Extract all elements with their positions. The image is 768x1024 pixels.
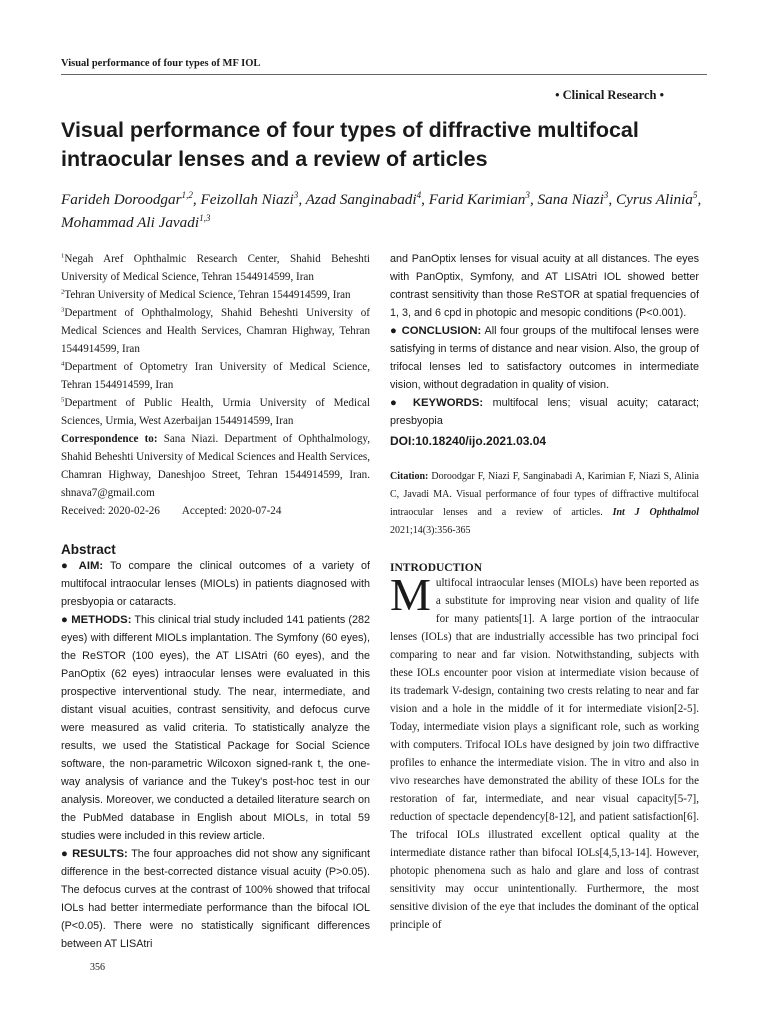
abstract-aim: ● AIM: To compare the clinical outcomes of a variety of multifocal intraocular lenses (MIOLs) in patients diagnosed with presbyopia or cataracts. xyxy=(61,560,371,608)
page-number: 356 xyxy=(90,962,105,973)
author: Mohammad Ali Javadi$^{1,3}$ xyxy=(61,212,211,231)
author: Azad Sanginabadi$^4$, xyxy=(305,189,429,208)
author: Feizollah Niazi$^3$, xyxy=(200,189,306,208)
abstract-title: Abstract xyxy=(61,542,116,557)
author: Farid Karimian$^3$, xyxy=(428,189,538,208)
right-column xyxy=(390,250,699,934)
affiliation: $^5$Department of Public Health, Urmia University of Medical Sciences, Urmia, West Azerbaijan 1544914599, Iran xyxy=(61,396,370,427)
introduction-text: Multifocal intraocular lenses (MIOLs) have been reported as a substitute for improving near vision and quality of life for many patients[1]. A large portion of the intraocular lenses (IOLs) that are industrially accessible has two principal foci comparing to near and far vision. Notwithstanding, subjects with these IOLs encounter poor vision at intermediate vision because of its trademark V-design, containing two crests relating to near and far vision and a hole in the middle of it for intermediate vision[2-5]. Today, intermediate vision plays a significant role, such as working with computers. Trifocal IOLs have designed by join two diffractive profiles to enhance the intermediate vision. The in vitro and also in vivo researches have demonstrated the ability of these IOLs for the restoration of far, intermediate, and near visual capacity[5-7], reduction of spectacle dependency[8-12], and patient satisfaction[6]. The trifocal IOLs illustrated excellent optical quality at the intermediate distance rather than bifocal IOLs[4,5,13-14]. However, photopic phenomena such as halo and glare and loss of contrast sensitivity may occur unintentionally. Furthermore, the most sensitive division of the eye that includes the dominant of the optical principle of xyxy=(390,569,699,931)
author-list xyxy=(61,188,711,234)
abstract-results: ● RESULTS: The four approaches did not show any significant difference in the best-corrected distance visual acuity (P>0.05). The defocus curves at the contrast of 100% showed that trifocal IOLs had better intermediate performance than the bifocal IOL (P<0.05). There were no statistically significant differences between AT LISAtri xyxy=(61,848,371,950)
accepted-date: Accepted: 2020-07-24 xyxy=(181,505,282,517)
citation: Citation: Doroodgar F, Niazi F, Sanginabadi A, Karimian F, Niazi S, Alinia C, Javadi MA. Visual performance of four types of diffractive multifocal intraocular lenses and a review of articles. Int J Ophthalmol 2021;14(3):356-365 xyxy=(390,471,699,536)
affiliation: $^1$Negah Aref Ophthalmic Research Center, Shahid Beheshti University of Medical Science, Tehran 1544914599, Iran xyxy=(61,252,370,283)
affiliation: $^2$Tehran University of Medical Science, Tehran 1544914599, Iran xyxy=(61,288,351,301)
author: Cyrus Alinia$^5$, xyxy=(615,189,702,208)
correspondence: Correspondence to: Sana Niazi. Department of Ophthalmology, Shahid Beheshti University of Medical Sciences and Health Services, Chamran Highway, Daneshjoo Street, Tehran 1544914599, Iran. shnava7@gmail.com xyxy=(61,433,371,499)
introduction-title: INTRODUCTION xyxy=(390,562,483,574)
abstract-methods: ● METHODS: This clinical trial study included 141 patients (282 eyes) with different MIOLs implantation. The Symfony (60 eyes), the ReSTOR (100 eyes), the AT LISAtri (60 eyes), and the PanOptix (62 eyes) intraocular lenses were evaluated in this prospective interventional study. The near, intermediate, and distant visual acuities, contrast sensitivity, and defocus curve were measured as valid criteria. To statistically analyze the results, we used the Statistical Package for Social Science software, the non-parametric Wilcoxon signed-rank t, the one-way analysis of variance and the Tukey's post-hoc test in our analysis. Moreover, we conducted a detailed literature search on the PubMed database in English about MIOLs, in total 59 studies were included in this review article. xyxy=(61,614,370,842)
left-column xyxy=(61,250,370,953)
author: Sana Niazi$^3$, xyxy=(537,189,616,208)
section-label: • Clinical Research • xyxy=(555,88,664,102)
author: Farideh Doroodgar$^{1,2}$, xyxy=(61,189,201,208)
header-rule xyxy=(61,74,707,75)
dates xyxy=(61,502,370,520)
abstract-results-continued: and PanOptix lenses for visual acuity at all distances. The eyes with PanOptix, Symfony, and AT LISAtri IOL showed better contrast sensitivity than those ReSTOR at spatial frequencies of 1, 3, and 6 cpd in photopic and mesopic conditions (P<0.001). xyxy=(390,253,699,319)
abstract-conclusion: ● CONCLUSION: All four groups of the multifocal lenses were satisfying in terms of distance and near vision. Also, the group of trifocal lenses led to satisfactory outcomes in intermediate vision, without degradation in quality of vision. xyxy=(390,325,699,391)
affiliations xyxy=(61,250,370,430)
received-date: Received: 2020-02-26 xyxy=(61,505,160,517)
affiliation: $^4$Department of Optometry Iran University of Medical Science, Tehran 1544914599, Iran xyxy=(61,360,370,391)
article-title: Visual performance of four types of diffractive multifocal intraocular lenses and a review of articles xyxy=(61,118,639,171)
drop-cap: M xyxy=(390,569,431,620)
abstract-keywords: ● KEYWORDS: multifocal lens; visual acuity; cataract; presbyopia xyxy=(390,397,699,427)
doi-link[interactable]: DOI:10.18240/ijo.2021.03.04 xyxy=(390,434,547,448)
affiliation: $^3$Department of Ophthalmology, Shahid Beheshti University of Medical Sciences and Health Services, Chamran Highway, Tehran 1544914599, Iran xyxy=(61,306,370,355)
running-head: Visual performance of four types of MF IOL xyxy=(61,58,261,69)
